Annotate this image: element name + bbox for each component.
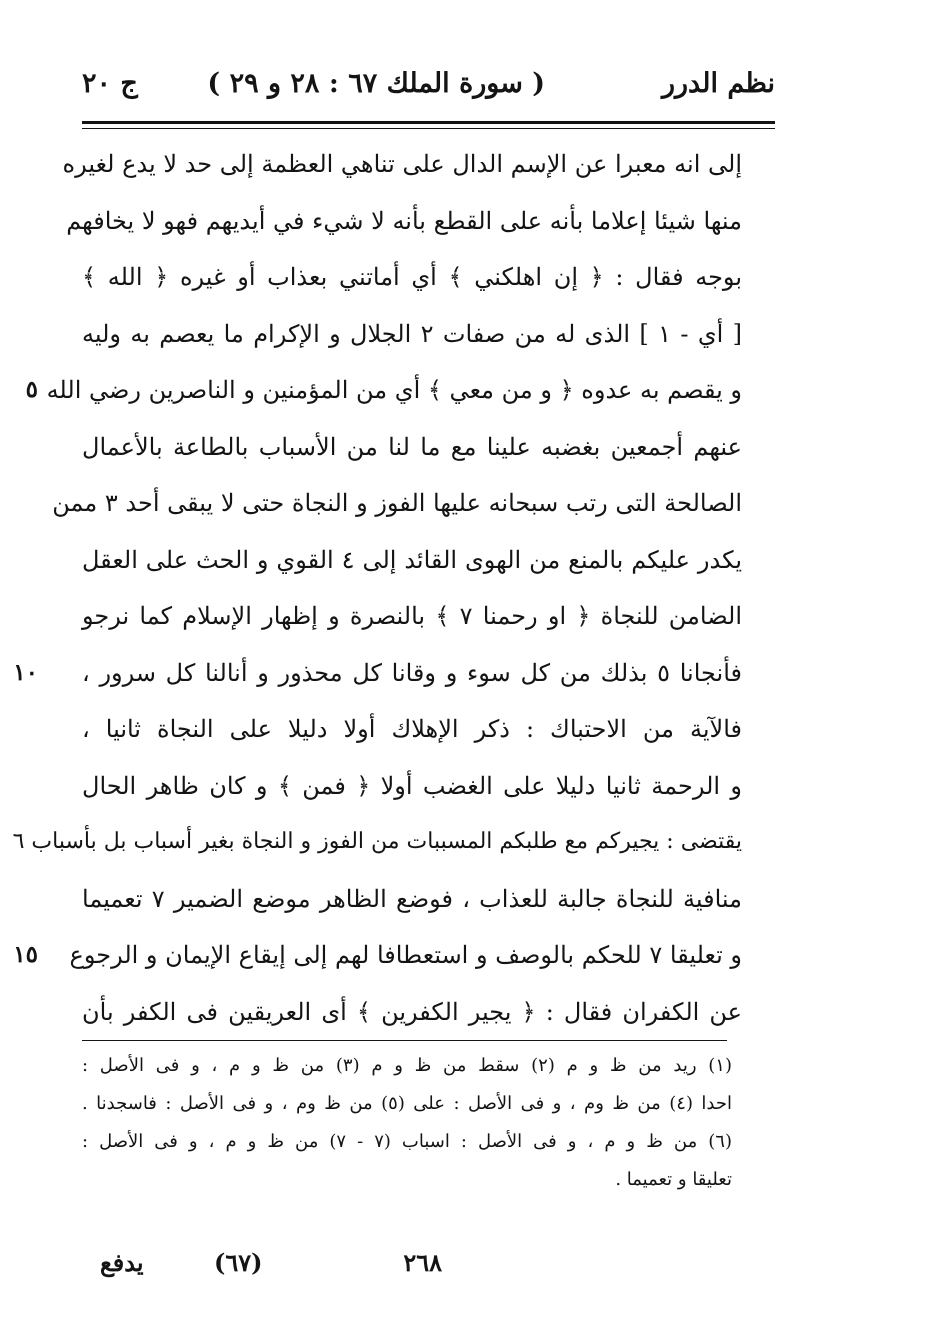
line-number: ١٠: [13, 658, 38, 686]
footnotes: [82, 1047, 732, 1199]
text-line: [ أي - ١ ] الذى له من صفات ٢ الجلال و الإكرام ما يعصم به وليه: [82, 319, 743, 348]
text-line: و يقصم به عدوه ﴿ و من معي ﴾ أي من المؤمنين و الناصرين رضي الله ٥: [82, 362, 742, 419]
text-line: فأنجانا ٥ بذلك من كل سوء و وقانا كل محذور و أنالنا كل سرور ، ١٠: [82, 645, 742, 702]
running-header: [82, 62, 775, 112]
footnote-line: (٦) من ظ و م ، و فى الأصل : اسباب (٧ - ٧) من ظ و م ، و فى الأصل :: [82, 1131, 732, 1152]
book-title: نظم الدرر: [661, 68, 775, 99]
text-line: إلى انه معبرا عن الإسم الدال على تناهي العظمة إلى حد لا يدع لغيره: [62, 150, 742, 178]
verse-reference: (٦٧): [214, 1248, 263, 1277]
page-footer: [82, 1248, 742, 1288]
page-number: ٢٦٨: [403, 1248, 442, 1277]
text-line: منها شيئا إعلاما بأنه على القطع بأنه لا شيء في أيديهم فهو لا يخافهم: [66, 206, 742, 235]
footnote-line: تعليقا و تعميما .: [615, 1169, 732, 1190]
catchword: يدفع: [100, 1248, 144, 1277]
footnote-rule: [82, 1040, 727, 1041]
text-line: بوجه فقال : ﴿ إن اهلكني ﴾ أي أماتني بعذاب أو غيره ﴿ الله ﴾: [82, 263, 742, 291]
text-line: الضامن للنجاة ﴿ او رحمنا ٧ ﴾ بالنصرة و إظهار الإسلام كما نرجو: [82, 602, 742, 630]
text-line: الصالحة التى رتب سبحانه عليها الفوز و النجاة حتى لا يبقى أحد ٣ ممن: [52, 489, 742, 517]
header-rule-thin: [82, 128, 775, 129]
volume-number: ج ٢٠: [82, 68, 138, 99]
main-text: [12, 136, 743, 1040]
text-line: و تعليقا ٧ للحكم بالوصف و استعطافا لهم إلى إيقاع الإيمان و الرجوع ١٥: [82, 927, 742, 984]
footnote-line: (١) ريد من ظ و م (٢) سقط من ظ و م (٣) من ظ و م ، و فى الأصل :: [82, 1055, 732, 1076]
text-line: يقتضى : يجيركم مع طلبكم المسببات من الفوز و النجاة بغير أسباب بل بأسباب ٦: [12, 829, 742, 854]
footnote-line: احدا (٤) من ظ وم ، و فى الأصل : على (٥) من ظ وم ، و فى الأصل : فاسجدنا .: [82, 1093, 732, 1114]
text-line: منافية للنجاة جالبة للعذاب ، فوضع الظاهر موضع الضمير ٧ تعميما: [82, 884, 742, 913]
text-line: عنهم أجمعين بغضبه علينا مع ما لنا من الأسباب بالطاعة بالأعمال: [82, 432, 742, 461]
line-number: ٥: [25, 376, 38, 403]
line-number: ١٥: [13, 941, 38, 968]
text-line: فالآية من الاحتباك : ذكر الإهلاك أولا دليلا على النجاة ثانيا ،: [82, 715, 742, 743]
text-line: عن الكفران فقال : ﴿ يجير الكفرين ﴾ أى العريقين فى الكفر بأن: [82, 997, 742, 1026]
header-rule: [82, 121, 775, 124]
text-line: و الرحمة ثانيا دليلا على الغضب أولا ﴿ فمن ﴾ و كان ظاهر الحال: [82, 771, 742, 800]
text-line: يكدر عليكم بالمنع من الهوى القائد إلى ٤ القوي و الحث على العقل: [82, 545, 742, 574]
surah-reference: ( سورة الملك ٦٧ : ٢٨ و ٢٩ ): [207, 68, 545, 99]
